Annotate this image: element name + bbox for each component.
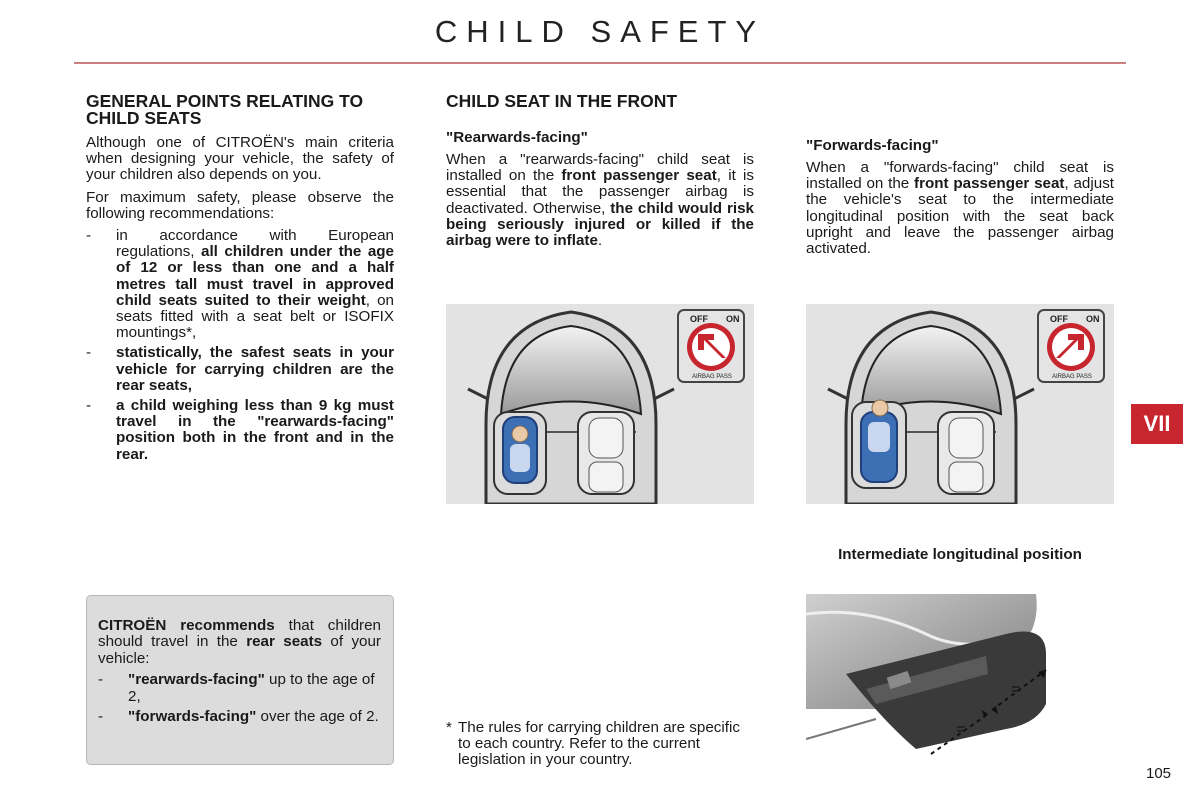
list-item: - a child weighing less than 9 kg must travel in the "rearwards-facing" position both in the front and in the rear. — [86, 397, 394, 463]
footnote-mark: * — [446, 719, 452, 736]
recommend-text: that children should travel in the — [98, 617, 381, 651]
general-max-safety: For maximum safety, please observe the following recommendations: — [86, 188, 394, 222]
general-points-section — [86, 93, 394, 467]
recommend-bold: rear seats — [246, 633, 323, 651]
rearwards-car-illustration — [446, 304, 754, 504]
forwards-car-illustration — [806, 304, 1114, 504]
seat-position-caption: Intermediate longitudinal position — [838, 546, 1082, 563]
list-item: - statistically, the safest seats in your vehicle for carrying children are the rear seats, — [86, 344, 394, 394]
front-seat-heading: CHILD SEAT IN THE FRONT — [446, 91, 678, 111]
footnote — [446, 720, 754, 769]
general-points-heading: GENERAL POINTS RELATING TO CHILD SEATS — [86, 91, 364, 128]
airbag-pass-label: AIRBAG PASS — [1052, 374, 1092, 380]
seat-rail-icon — [806, 594, 1114, 764]
recommendation-box — [86, 595, 394, 765]
list-item: - "forwards-facing" over the age of 2. — [98, 708, 379, 726]
recommend-item-bold: "rearwards-facing" — [128, 671, 265, 689]
airbag-off-label: OFF — [1050, 314, 1068, 324]
page-number: 105 — [1146, 765, 1172, 782]
car-top-view-icon — [806, 304, 1114, 504]
recommend-item-bold: "forwards-facing" — [128, 708, 257, 726]
svg-text:=: = — [1011, 681, 1021, 698]
forwards-text: When a "forwards-facing" child seat is installed on the front passenger seat, adjust the vehicle's seat to the intermediate longitudinal position with the seat back upright and leave the passenger airbag activated. — [806, 159, 1115, 258]
recommend-text: of your vehicle: — [98, 633, 381, 667]
chapter-tab: VII — [1131, 404, 1183, 444]
forwards-subheading: "Forwards-facing" — [806, 137, 939, 154]
bullet-text: in accordance with European regulations, — [116, 227, 394, 261]
bullet-text: , on seats fitted with a seat belt or ISOFIX mountings*, — [116, 291, 394, 342]
recommend-item-text: over the age of 2. — [256, 708, 379, 726]
airbag-pass-label: AIRBAG PASS — [692, 374, 732, 380]
list-item: - "rearwards-facing" up to the age of 2, — [98, 671, 375, 705]
svg-text:=: = — [956, 721, 966, 738]
list-item: - in accordance with European regulations, all children under the age of 12 or less than one and a half metres tall must travel in approved child seats suited to their weight, on seats fitted with a seat belt or ISOFIX mountings*, — [86, 227, 394, 342]
forwards-section — [806, 93, 1114, 263]
bullet-bold-text: statistically, the safest seats in your vehicle for carrying children are the rear seats, — [116, 344, 394, 394]
airbag-on-label: ON — [1086, 314, 1100, 324]
seat-position-illustration — [806, 594, 1114, 764]
front-seat-section — [446, 93, 754, 255]
rearwards-text: When a "rearwards-facing" child seat is installed on the front passenger seat, it is essential that the passenger airbag is deactivated. Otherwise, the child would risk being seriously injured or killed if the airbag were to inflate. — [446, 151, 754, 250]
bullet-bold-text: all children under the age of 12 or less than one and a half metres tall must travel in approved child seats suited to their weight — [116, 243, 394, 309]
bullet-bold-text: a child weighing less than 9 kg must travel in the "rearwards-facing" position both in the front and in the rear. — [116, 397, 394, 463]
general-intro: Although one of CITROËN's main criteria when designing your vehicle, the safety of your children also depends on you. — [86, 134, 394, 184]
rearwards-subheading: "Rearwards-facing" — [446, 129, 588, 146]
footnote-text: The rules for carrying children are specific to each country. Refer to the current legislation in your country. — [458, 719, 740, 769]
recommend-item-text: up to the age of 2, — [128, 671, 375, 705]
recommend-bold: CITROËN recommends — [98, 617, 275, 634]
car-top-view-icon — [446, 304, 754, 504]
airbag-on-label: ON — [726, 314, 740, 324]
page-title: CHILD SAFETY — [434, 14, 766, 49]
title-divider — [74, 62, 1126, 64]
airbag-off-label: OFF — [690, 314, 708, 324]
